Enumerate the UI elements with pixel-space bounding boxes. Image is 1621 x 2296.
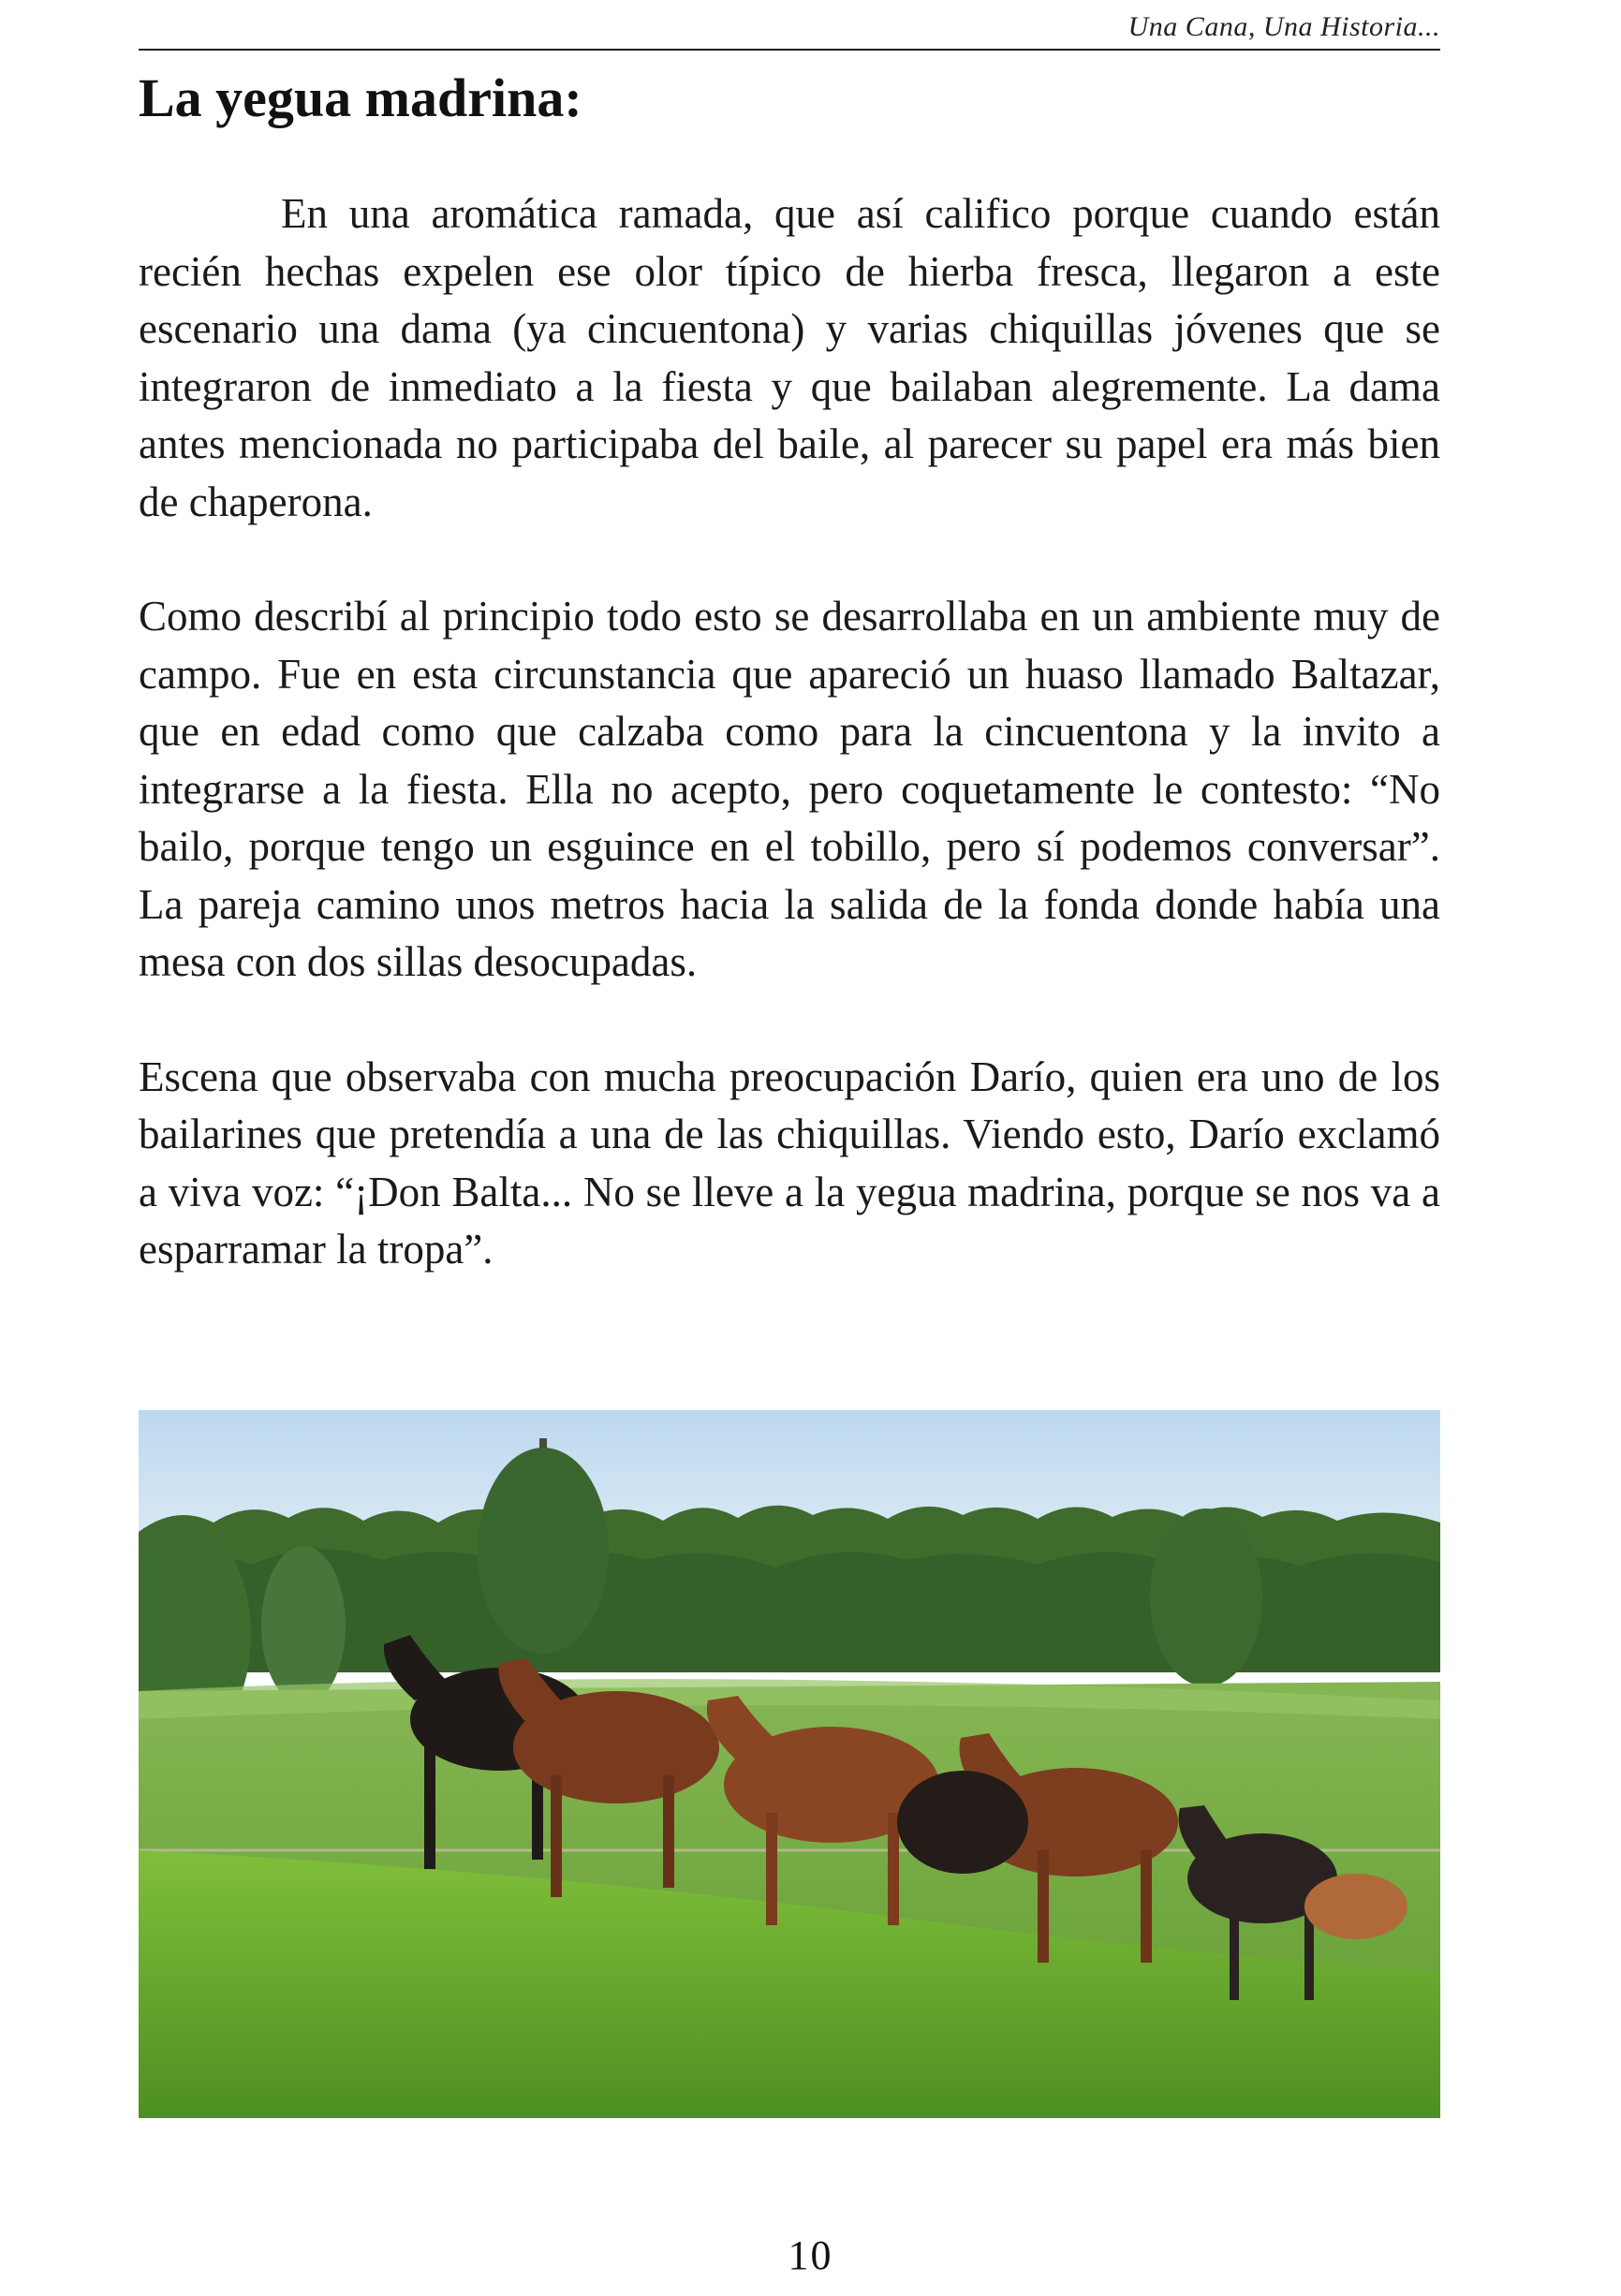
page-number: 10 (788, 2232, 833, 2278)
paragraph-2: Como describí al principio todo esto se desarrollaba en un ambiente muy de campo. Fue en esta circunstancia que apareció un huaso llamado Baltazar, que en edad como que calzaba como para la cincuentona y la invito a integrarse a la fiesta. Ella no acepto, pero coquetamente le contesto: “No bailo, porque tengo un esguince en el tobillo, pero sí podemos conversar”. La pareja camino unos metros hacia la salida de la fonda donde había una mesa con dos sillas desocupadas. (139, 593, 1440, 985)
paragraph-3: Escena que observaba con mucha preocupación Darío, quien era uno de los bailarines que pretendía a una de las chiquillas. Viendo esto, Darío exclamó a viva voz: “¡Don Balta... No se lleve a la yegua madrina, porque se nos va a esparramar la tropa”. (139, 1052, 1440, 1273)
section-title: La yegua madrina: (139, 67, 582, 128)
horses-photo (139, 1410, 1440, 2118)
running-header (139, 9, 1440, 51)
paragraph-1: En una aromática ramada, que así califico porque cuando están recién hechas expelen ese olor típico de hierba fresca, llegaron a este escenario una dama (ya cincuentona) y varias chiquillas jóvenes que se integraron de inmediato a la fiesta y que bailaban alegremente. La dama antes mencionada no participaba del baile, al parecer su papel era más bien de chaperona. (139, 190, 1440, 525)
running-title: Una Cana, Una Historia... (1127, 11, 1440, 42)
body-text (139, 185, 1440, 1336)
